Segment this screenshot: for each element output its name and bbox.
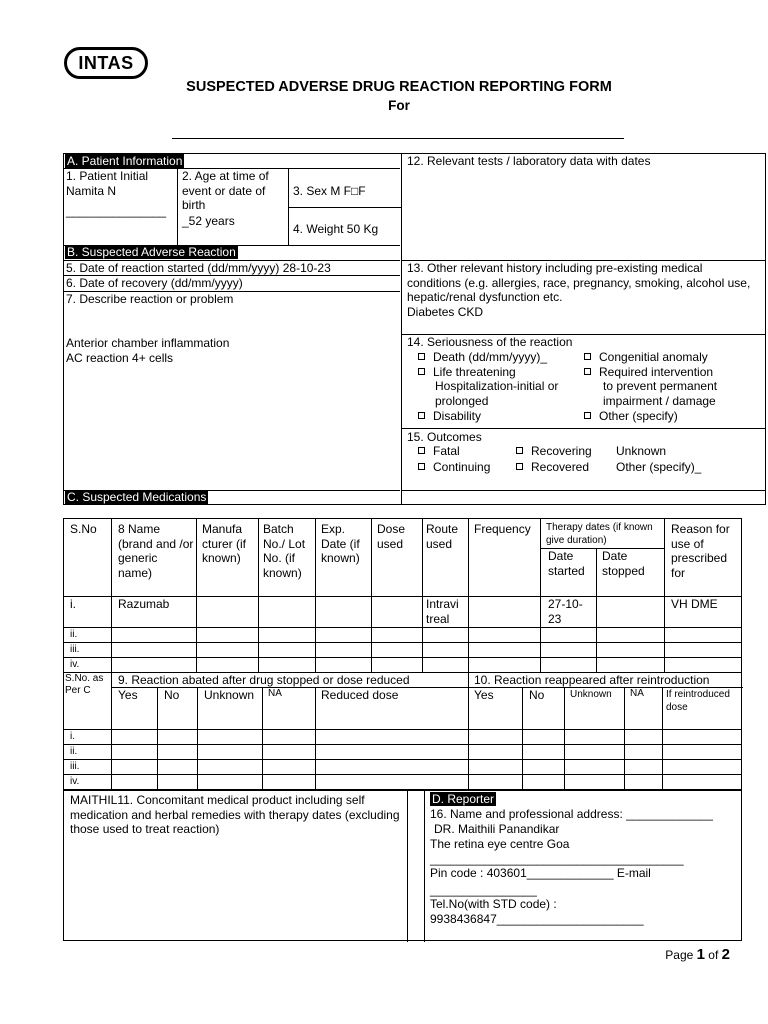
for-blank-line[interactable] bbox=[172, 138, 624, 139]
outcome-unknown[interactable]: Unknown bbox=[616, 444, 667, 458]
q9-reduced-dose[interactable]: Reduced dose bbox=[321, 688, 399, 702]
patient-initial-blank: _______________ bbox=[66, 204, 167, 218]
col-therapy-dates: Therapy dates (if known give duration) bbox=[546, 522, 653, 546]
col-frequency: Frequency bbox=[474, 522, 531, 536]
patient-reaction-table bbox=[63, 153, 766, 505]
outcome-fatal[interactable]: Fatal bbox=[418, 444, 460, 459]
outcomes-label: 15. Outcomes bbox=[407, 430, 482, 444]
age-label: 2. Age at time of event or date of birth bbox=[182, 169, 269, 212]
checkbox-icon[interactable] bbox=[418, 353, 425, 360]
col-manufacturer: Manufa cturer (if known) bbox=[202, 522, 247, 565]
col-exp: Exp. Date (if known) bbox=[321, 522, 360, 565]
outcome-other[interactable]: Other (specify)_ bbox=[616, 460, 702, 474]
history-value[interactable]: Diabetes CKD bbox=[407, 305, 484, 319]
col-sno: S.No bbox=[70, 522, 97, 536]
reporter-address-line[interactable]: ______________________________________ bbox=[430, 852, 684, 866]
col-batch: Batch No./ Lot No. (if known) bbox=[263, 522, 306, 580]
row-sno: iii. bbox=[70, 644, 80, 655]
describe-reaction-line2[interactable]: AC reaction 4+ cells bbox=[66, 351, 174, 365]
abated-row-sno: i. bbox=[70, 731, 75, 742]
section-d-heading: D. Reporter bbox=[432, 792, 495, 806]
col-name: 8 Name (brand and /or generic name) bbox=[118, 522, 194, 580]
q10-no[interactable]: No bbox=[529, 688, 545, 702]
recovery-date[interactable]: 6. Date of recovery (dd/mm/yyyy) bbox=[66, 276, 243, 290]
abated-sno-label: S.No. as Per C bbox=[65, 673, 104, 696]
seriousness-hospitalization: Hospitalization-initial or bbox=[435, 379, 559, 393]
outcome-recovering[interactable]: Recovering bbox=[516, 444, 592, 459]
section-a-heading: A. Patient Information bbox=[67, 154, 183, 168]
seriousness-intervention[interactable]: Required intervention bbox=[584, 365, 713, 380]
q10-yes[interactable]: Yes bbox=[474, 688, 494, 702]
checkbox-icon[interactable] bbox=[418, 412, 425, 419]
col-date-started: Date started bbox=[548, 549, 585, 578]
concomitant-label[interactable]: MAITHIL11. Concomitant medical product including self medication and herbal remedies with therapy dates (excluding those used to treat reaction) bbox=[70, 793, 400, 836]
row-drug-name[interactable]: Razumab bbox=[118, 597, 170, 611]
describe-reaction-label: 7. Describe reaction or problem bbox=[66, 292, 234, 306]
seriousness-label: 14. Seriousness of the reaction bbox=[407, 335, 573, 349]
q10-unknown[interactable]: Unknown bbox=[570, 689, 612, 700]
section-c-heading: C. Suspected Medications bbox=[67, 490, 207, 504]
row-sno: ii. bbox=[70, 629, 78, 640]
reporter-address-label: 16. Name and professional address: _____________ bbox=[430, 807, 713, 821]
reporter-tel-label: Tel.No(with STD code) : bbox=[430, 897, 557, 911]
outcome-recovered[interactable]: Recovered bbox=[516, 460, 589, 475]
intas-logo: INTAS bbox=[64, 47, 148, 79]
seriousness-prolonged: prolonged bbox=[435, 394, 489, 408]
q9-na[interactable]: NA bbox=[268, 688, 282, 699]
row-sno: iv. bbox=[70, 659, 80, 670]
checkbox-icon[interactable] bbox=[516, 447, 523, 454]
medications-table bbox=[63, 518, 742, 790]
concomitant-reporter-table bbox=[63, 790, 742, 941]
checkbox-icon[interactable] bbox=[584, 412, 591, 419]
checkbox-icon[interactable] bbox=[418, 368, 425, 375]
row-sno: i. bbox=[70, 597, 76, 611]
col-route: Route used bbox=[426, 522, 459, 551]
checkbox-icon[interactable] bbox=[584, 353, 591, 360]
col-date-stopped: Date stopped bbox=[602, 549, 645, 578]
abated-row-sno: iv. bbox=[70, 776, 80, 787]
reporter-pin-email[interactable]: Pin code : 403601_____________ E-mail bbox=[430, 866, 651, 880]
seriousness-impairment: impairment / damage bbox=[603, 394, 716, 408]
seriousness-other[interactable]: Other (specify) bbox=[584, 409, 678, 424]
reporter-phone[interactable]: 9938436847______________________ bbox=[430, 912, 644, 926]
row-route[interactable]: Intravi treal bbox=[426, 597, 459, 626]
row-date-started[interactable]: 27-10-23 bbox=[548, 597, 583, 626]
abated-row-sno: ii. bbox=[70, 746, 78, 757]
seriousness-disability[interactable]: Disability bbox=[418, 409, 481, 424]
outcome-continuing[interactable]: Continuing bbox=[418, 460, 490, 475]
checkbox-icon[interactable] bbox=[516, 463, 523, 470]
seriousness-death[interactable]: Death (dd/mm/yyyy)_ bbox=[418, 350, 547, 365]
reporter-blank-line[interactable]: ________________ bbox=[430, 883, 537, 897]
checkbox-icon[interactable] bbox=[418, 447, 425, 454]
describe-reaction-line1[interactable]: Anterior chamber inflammation bbox=[66, 336, 230, 350]
col-dose: Dose used bbox=[377, 522, 406, 551]
section-b-heading: B. Suspected Adverse Reaction bbox=[67, 245, 236, 259]
reporter-name[interactable]: DR. Maithili Panandikar bbox=[434, 822, 560, 836]
q10-na[interactable]: NA bbox=[630, 688, 644, 699]
q9-label: 9. Reaction abated after drug stopped or dose reduced bbox=[118, 673, 410, 687]
seriousness-congenital[interactable]: Congenitial anomaly bbox=[584, 350, 708, 365]
patient-initial-value[interactable]: Namita N bbox=[66, 184, 117, 198]
patient-initial-label: 1. Patient Initial bbox=[66, 169, 149, 183]
age-value[interactable]: _52 years bbox=[182, 214, 235, 228]
row-reason[interactable]: VH DME bbox=[671, 597, 718, 611]
q10-reintroduced-dose[interactable]: If reintroduced dose bbox=[666, 689, 730, 713]
form-title: SUSPECTED ADVERSE DRUG REACTION REPORTING FORM bbox=[186, 79, 612, 95]
abated-row-sno: iii. bbox=[70, 761, 80, 772]
reporter-clinic[interactable]: The retina eye centre Goa bbox=[430, 837, 570, 851]
col-reason: Reason for use of prescribed for bbox=[671, 522, 730, 580]
reaction-start-date[interactable]: 5. Date of reaction started (dd/mm/yyyy) 28-10-23 bbox=[66, 261, 331, 275]
sex-field[interactable]: 3. Sex M F□F bbox=[293, 184, 366, 198]
history-label: 13. Other relevant history including pre-existing medical conditions (e.g. allergies, race, pregnancy, smoking, alcohol use, hepatic/renal dysfunction etc. bbox=[407, 261, 751, 304]
q9-yes[interactable]: Yes bbox=[118, 688, 138, 702]
page-number: Page 1 of 2 bbox=[665, 946, 730, 963]
seriousness-life-threatening[interactable]: Life threatening bbox=[418, 365, 516, 380]
q9-unknown[interactable]: Unknown bbox=[204, 688, 255, 702]
q9-no[interactable]: No bbox=[164, 688, 180, 702]
q10-label: 10. Reaction reappeared after reintroduction bbox=[474, 673, 710, 687]
checkbox-icon[interactable] bbox=[584, 368, 591, 375]
weight-field[interactable]: 4. Weight 50 Kg bbox=[293, 222, 379, 236]
seriousness-permanent: to prevent permanent bbox=[603, 379, 718, 393]
form-subtitle: For bbox=[388, 98, 410, 113]
tests-label: 12. Relevant tests / laboratory data with dates bbox=[407, 154, 651, 168]
checkbox-icon[interactable] bbox=[418, 463, 425, 470]
